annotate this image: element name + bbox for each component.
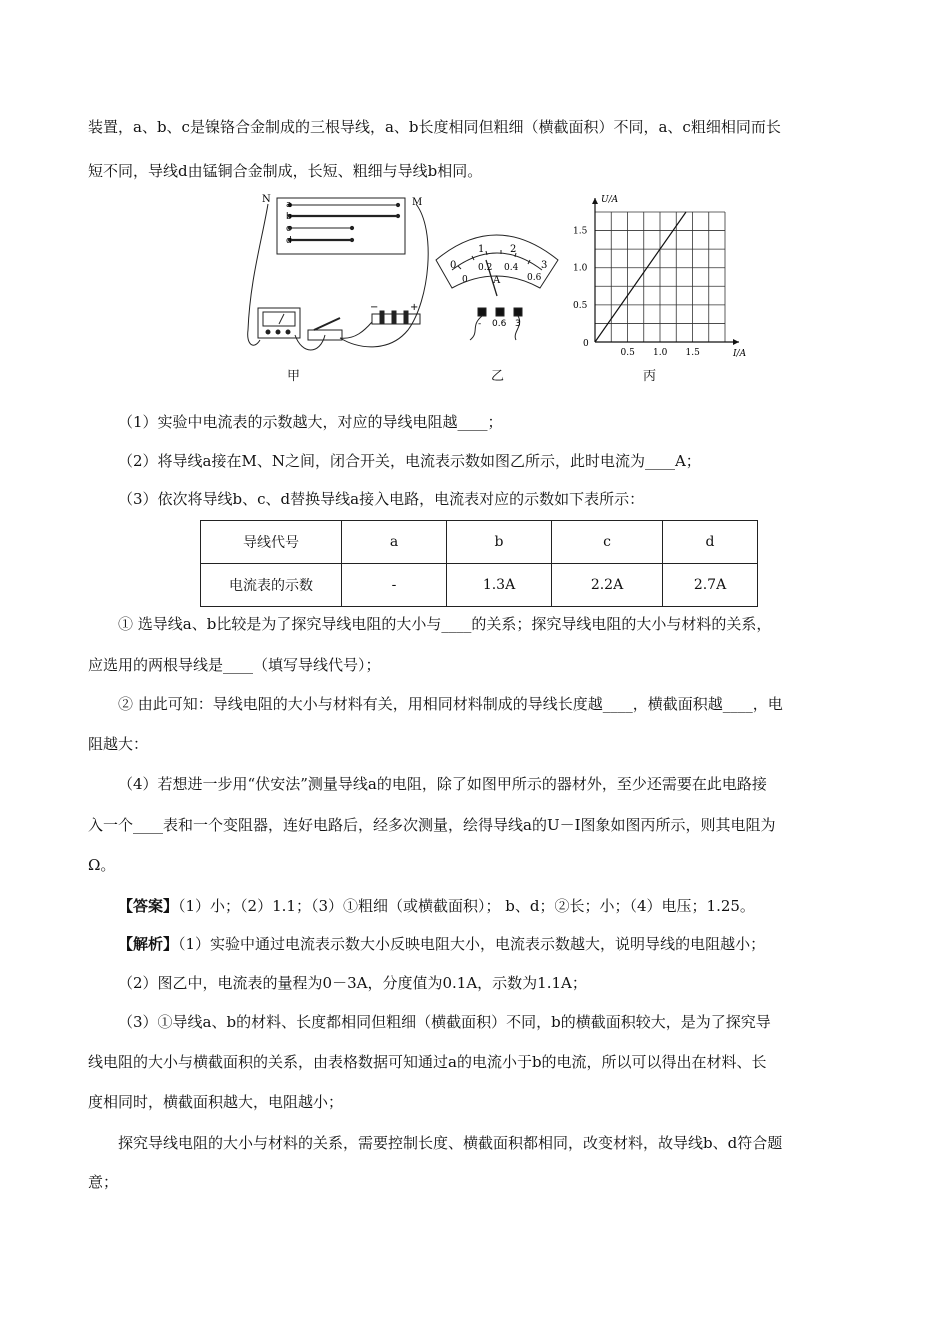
sub-1-line-2: 应选用的两根导线是____（填写导线代号）； (88, 656, 381, 674)
current-table (200, 520, 758, 607)
wire-board (277, 198, 405, 254)
battery-minus-label: − (370, 302, 379, 313)
answer-text: （1）小；（2）1.1；（3）①粗细（或横截面积）； b、d；②长；小；（4）电压；1.25。 (178, 897, 755, 915)
dial-top-0: 0 (450, 260, 457, 271)
caption-bing: 丙 (643, 369, 657, 384)
series-line-a (595, 212, 686, 342)
table-cell: 1.3A (447, 564, 552, 607)
lead-battery (340, 322, 372, 338)
dial-top-2: 2 (510, 244, 517, 255)
terminal-n-label: N (262, 194, 271, 205)
sub-2-line-2: 阻越大： (88, 735, 149, 753)
table-cell: b (447, 521, 552, 564)
caption-yi: 乙 (491, 369, 505, 384)
figure-drawings (240, 190, 780, 385)
y-tick-label: 0.5 (573, 300, 588, 311)
board-label-c: c (286, 224, 291, 234)
intro-line-2: 短不同，导线d由锰铜合金制成，长短、粗细与导线b相同。 (88, 162, 483, 180)
y-axis-label: U/A (601, 195, 619, 205)
circuit-diagram (248, 198, 428, 350)
terminal-minus (478, 308, 486, 316)
y-axis-arrow (592, 198, 598, 204)
analysis-line-6: 探究导线电阻的大小与材料的关系，需要控制长度、横截面积都相同，改变材料，故导线b、d符合题 (118, 1134, 783, 1152)
terminal-06-label: 0.6 (492, 319, 507, 329)
x-tick-label: 1.0 (653, 348, 668, 358)
table-cell: 电流表的示数 (201, 564, 342, 607)
intro-line-1: 装置，a、b、c是镍铬合金制成的三根导线，a、b长度相同但粗细（横截面积）不同，a、c粗细相同而长 (88, 118, 781, 136)
dial-bottom-0: 0 (462, 275, 468, 285)
lead-m (340, 204, 428, 347)
terminal-minus-label: - (478, 319, 482, 329)
board-label-d: d (286, 236, 292, 246)
answer-line (118, 896, 864, 916)
table-header-row (201, 521, 758, 564)
question-3: （3）依次将导线b、c、d替换导线a接入电路，电流表对应的示数如下表所示： (118, 490, 645, 508)
question-1: （1）实验中电流表的示数越大，对应的导线电阻越____； (118, 413, 503, 431)
origin-label: 0 (583, 339, 589, 349)
table-cell: d (663, 521, 758, 564)
y-tick-label: 1.0 (573, 263, 588, 274)
question-2: （2）将导线a接在M、N之间，闭合开关，电流表示数如图乙所示，此时电流为____A； (118, 452, 701, 470)
dial-bottom-04: 0.4 (504, 263, 519, 273)
analysis-line-7: 意； (88, 1173, 119, 1191)
dial-scale-arc (452, 253, 542, 270)
terminal-06 (496, 308, 504, 316)
analysis-line-1 (118, 934, 864, 954)
analysis-text-1: （1）实验中通过电流表示数大小反映电阻大小，电流表示数越大，说明导线的电阻越小； (178, 935, 766, 953)
table-row (201, 564, 758, 607)
figure-panel (240, 190, 780, 385)
dial-top-1: 1 (478, 244, 485, 255)
terminal-3 (514, 308, 522, 316)
x-tick-label: 0.5 (620, 348, 635, 358)
question-4-line-2: 入一个____表和一个变阻器，连好电路后，经多次测量，绘得导线a的U－I图象如图丙所示，则其电阻为 (88, 816, 776, 834)
analysis-line-4: 线电阻的大小与横截面积的关系，由表格数据可知通过a的电流小于b的电流，所以可以得出在材料、长 (88, 1053, 767, 1071)
terminal-3-label: 3 (515, 319, 521, 329)
table-cell: 2.7A (663, 564, 758, 607)
table-cell: c (552, 521, 663, 564)
ui-chart (573, 195, 747, 359)
answer-label: 【答案】 (118, 897, 179, 915)
sub-2-line-1: ② 由此可知：导线电阻的大小与材料有关，用相同材料制成的导线长度越____，横截面积越____，电 (118, 695, 783, 713)
caption-jia: 甲 (287, 369, 301, 384)
dial-bottom-02: 0.2 (478, 263, 493, 273)
question-4-line-3: Ω。 (88, 856, 116, 874)
battery-plus-label: + (410, 302, 419, 313)
sub-1-line-1: ① 选导线a、b比较是为了探究导线电阻的大小与____的关系；探究导线电阻的大小与材料的关系， (118, 615, 772, 633)
dial-unit: A (493, 275, 501, 286)
dial-bottom-06: 0.6 (527, 273, 542, 283)
table-cell: - (342, 564, 447, 607)
y-tick-label: 1.5 (573, 226, 588, 237)
x-axis-label: I/A (733, 349, 747, 359)
question-4-line-1: （4）若想进一步用“伏安法”测量导线a的电阻，除了如图甲所示的器材外，至少还需要在此电路接 (118, 775, 767, 793)
table-cell: 导线代号 (201, 521, 342, 564)
board-label-b: b (286, 212, 292, 222)
analysis-line-3: （3）①导线a、b的材料、长度都相同但粗细（横截面积）不同，b的横截面积较大，是为了探究导 (118, 1013, 771, 1031)
dial-top-3: 3 (541, 260, 548, 271)
table-cell: 2.2A (552, 564, 663, 607)
table-cell: a (342, 521, 447, 564)
x-tick-label: 1.5 (685, 348, 700, 358)
board-label-a: a (286, 200, 292, 210)
analysis-line-5: 度相同时，横截面积越大，电阻越小； (88, 1093, 344, 1111)
analysis-label: 【解析】 (118, 935, 179, 953)
x-axis-arrow (733, 339, 739, 345)
terminal-m-label: M (412, 197, 423, 208)
analysis-line-2: （2）图乙中，电流表的量程为0－3A，分度值为0.1A，示数为1.1A； (118, 974, 587, 992)
